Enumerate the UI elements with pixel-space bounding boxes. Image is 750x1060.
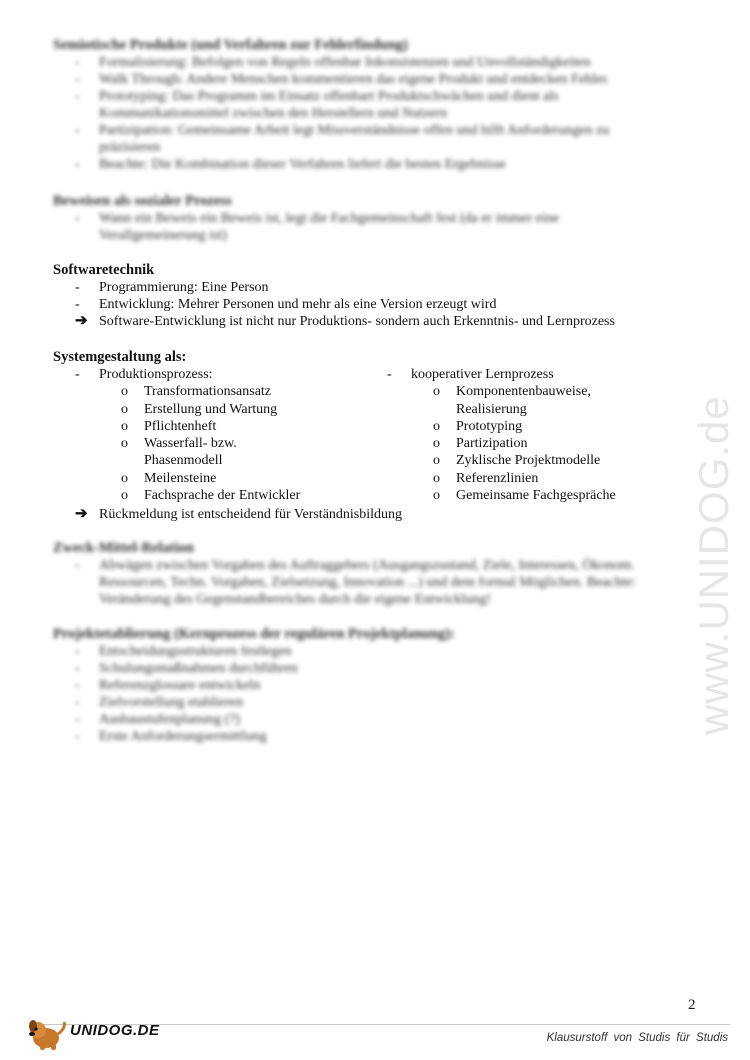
list-item: - Entwicklung: Mehrer Personen und mehr als eine Version erzeugt wird [75,297,497,312]
column-title: - Produktionsprozess: [75,367,213,382]
list-item: - Zielvorstellung etablieren [75,695,244,710]
section-heading: Softwaretechnik [53,262,155,278]
logo-text: UNIDOG.DE [70,1022,160,1039]
list-item: o Pflichtenheft [121,418,217,434]
section-heading: Systemgestaltung als: [53,349,187,365]
page-number: 2 [688,997,696,1013]
list-item: o Referenzlinien [433,470,539,486]
two-column-list [53,366,693,506]
list-item: - Entscheidungsstrukturen festlegen [75,644,292,659]
list-item: o Meilensteine [121,470,217,486]
proof-section [53,193,693,244]
arrow-icon: ➔ [75,313,88,329]
section-heading: Projektetablierung (Kernprozess der regulären Projektplanung): [53,626,455,642]
list-item: o Partizipation [433,436,528,452]
conclusion-item: ➔ Rückmeldung ist entscheidend für Verständnisbildung [75,506,403,522]
list-item: o Erstellung und Wartung [121,401,278,417]
list-item: - Wann ein Beweis ein Beweis ist, legt die Fachgemeinschaft fest (da er immer eine Verallgemeinerung ist) [75,211,559,243]
list-item: o Wasserfall- bzw. Phasenmodell [121,436,237,469]
list-item: - Erste Anforderungsermittlung [75,729,267,744]
list-item: - Partizipation: Gemeinsame Arbeit legt Missverständnisse offen und hilft Anforderungen zu präzisieren [75,123,610,155]
list-item: - Prototyping: Das Programm im Einsatz offenbart Produktschwächen und dient als Kommunikationsmittel zwischen den Herstellern und Nutzern [75,89,559,121]
list-item: o Komponentenbauweise, Realisierung [433,384,591,417]
list-item: - Programmierung: Eine Person [75,280,269,295]
section-heading: Zweck-Mittel-Relation [53,540,194,556]
systemgestaltung-section [53,349,693,523]
unidog-logo[interactable] [24,1016,164,1052]
list-item: - Ausbaustufenplanung (?) [75,712,241,727]
column-title: - kooperativer Lernprozess [387,367,554,382]
learning-column [365,366,695,504]
list-item: - Formalisierung: Befolgen von Regeln offenbar Inkonsistenzen und Unvollständigkeiten [75,55,591,70]
list-item: - Schulungsmaßnahmen durchführen [75,661,298,676]
projekt-section [53,626,693,745]
section-heading: Beweisen als sozialer Prozess [53,193,232,209]
list-item: - Walk Through: Andere Menschen kommentieren das eigene Produkt und entdecken Fehler. [75,72,610,87]
footer-tagline: Klausurstoff von Studis für Studis [546,1032,728,1044]
arrow-icon: ➔ [75,506,88,522]
dog-icon [24,1016,70,1052]
production-column [53,366,363,504]
conclusion-item: ➔ Software-Entwicklung ist nicht nur Produktions- sondern auch Erkenntnis- und Lernprozess [75,313,615,329]
list-item: - Beachte: Die Kombination dieser Verfahren liefert die besten Ergebnisse [75,157,506,172]
zweck-section [53,540,693,608]
list-item: - Referenzglossare entwickeln [75,678,261,693]
semiotic-section [53,37,693,173]
list-item: o Prototyping [433,418,523,434]
list-item: o Fachsprache der Entwickler [121,488,301,504]
list-item: - Abwägen zwischen Vorgaben des Auftraggebers (Ausgangszustand, Ziele, Interessen, Ökonom. Ressourcen, Techn. Vorgaben, Zielsetzung, Innovation ...) und dem formal Möglichen. Beachte: Veränderung des Gegenstandbereiches durch die eigene Entwicklung! [75,558,636,607]
list-item: o Zyklische Projektmodelle [433,453,601,469]
list-item: o Transformationsansatz [121,384,272,400]
list-item: o Gemeinsame Fachgespräche [433,488,616,504]
watermark: www.UNIDOG.de [690,395,737,735]
softwaretechnik-section [53,262,693,330]
section-heading: Semiotische Produkte (und Verfahren zur Fehlerfindung) [53,37,408,53]
